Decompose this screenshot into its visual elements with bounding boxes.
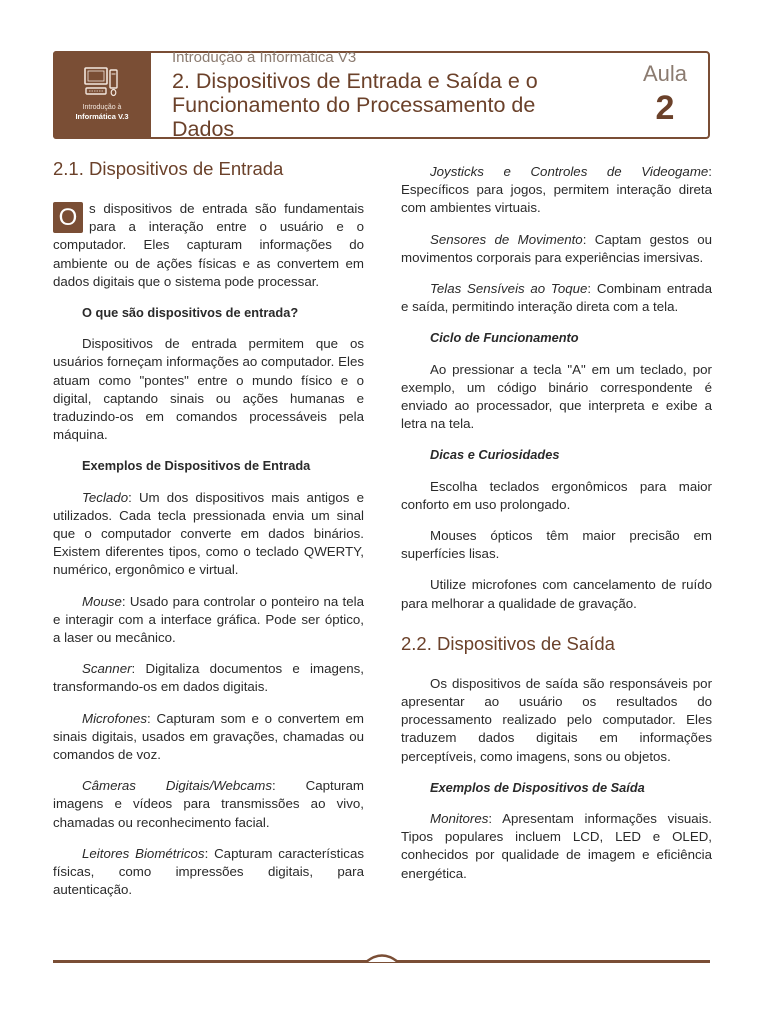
item-term: Scanner: [82, 661, 132, 677]
item-desc: : Capturam características físicas, como impressões digitais, para autenticação.: [53, 845, 364, 898]
definition-paragraph: Dispositivos de entrada permitem que os usuários forneçam informações ao computador. Eles atuam como "pontes" entre o mundo físico e o digital, captando sinais ou ações humanas e traduzindo-os em comandos processáveis pela máquina.: [53, 336, 364, 443]
section-heading-output-devices: 2.2. Dispositivos de Saída: [401, 632, 615, 654]
subheading-tips: Dicas e Curiosidades: [430, 447, 560, 463]
item-term: Telas Sensíveis ao Toque: [430, 281, 588, 297]
list-item: [53, 710, 364, 765]
left-column: [53, 158, 364, 913]
section-heading-input-devices: 2.1. Dispositivos de Entrada: [53, 158, 284, 179]
chapter-title: 2. Dispositivos de Entrada e Saída e o Funcionamento do Processamento de Dados: [172, 69, 538, 141]
lesson-label: Aula: [642, 61, 688, 86]
list-item: [53, 845, 364, 900]
cycle-paragraph: Ao pressionar a tecla "A" em um teclado, por exemplo, um código binário correspondente é enviado ao processador, que interpreta e exibe a letra na tela.: [401, 361, 712, 432]
list-item: [53, 489, 364, 580]
subheading-cycle: Ciclo de Funcionamento: [430, 330, 579, 346]
subheading-input-examples: Exemplos de Dispositivos de Entrada: [82, 458, 311, 474]
tip-item: Mouses ópticos têm maior precisão em superfícies lisas.: [401, 528, 712, 562]
output-intro-paragraph: Os dispositivos de saída são responsáveis por apresentar ao usuário os resultados do processamento realizado pelo computador. Eles traduzem dados digitais em informações perceptíveis, como imagens, sons ou objetos.: [401, 675, 712, 764]
page-header: [53, 51, 710, 139]
subheading-output-examples: Exemplos de Dispositivos de Saída: [430, 779, 645, 795]
item-desc: : Digitaliza documentos e imagens, transformando-os em dados digitais.: [53, 661, 364, 695]
logo-subtitle: Introdução à: [82, 104, 122, 111]
item-desc: : Combinam entrada e saída, permitindo interação direta com a tela.: [401, 281, 712, 315]
computer-monitor-icon: [84, 67, 120, 97]
item-desc: : Usado para controlar o ponteiro na tela e interagir com a interface gráfica. Pode ser óptico, a laser ou mecânico.: [53, 593, 364, 646]
list-item: [401, 280, 712, 316]
item-term: Joysticks e Controles de Videogame: [430, 164, 709, 179]
item-term: Leitores Biométricos: [82, 845, 205, 861]
intro-paragraph: [53, 200, 364, 291]
item-term: Câmeras Digitais/Webcams: [82, 778, 273, 794]
item-term: Mouse: [82, 593, 122, 609]
tip-item: Escolha teclados ergonômicos para maior conforto em uso prolongado.: [401, 478, 712, 512]
intro-text: s dispositivos de entrada são fundamentais para a interação entre o usuário e o computador. Eles capturam informações do ambiente ou de ações físicas e as convertem em dados digitais que o sistema pode processar.: [53, 201, 364, 289]
tip-item: Utilize microfones com cancelamento de ruído para melhorar a qualidade de gravação.: [401, 577, 712, 611]
footer-ornament: [366, 953, 398, 965]
course-logo: [53, 51, 151, 139]
item-term: Microfones: [82, 710, 148, 726]
list-item: [53, 660, 364, 696]
right-column: [401, 163, 712, 896]
item-desc: : Captam gestos ou movimentos corporais para experiências imersivas.: [401, 231, 712, 265]
item-term: Monitores: [430, 811, 489, 827]
list-item: [401, 810, 712, 883]
item-desc: : Apresentam informações visuais. Tipos populares incluem LCD, LED e OLED, conhecidos por qualidade de imagem e eficiência energética.: [401, 811, 712, 881]
item-term: Teclado: [82, 489, 129, 505]
item-desc: : Específicos para jogos, permitem interação direta com ambientes virtuais.: [401, 164, 712, 216]
item-desc: : Capturam som e o convertem em sinais digitais, usados em gravações, chamadas ou comandos de voz.: [53, 710, 364, 763]
lesson-number: 2: [655, 89, 675, 127]
item-desc: : Capturam imagens e vídeos para transmissões ao vivo, chamadas ou reconhecimento facial.: [53, 778, 364, 830]
course-name: Introdução à Informática V3: [172, 49, 357, 66]
logo-title: Informática V.3: [75, 112, 129, 121]
list-item: [53, 777, 364, 832]
drop-cap: O: [53, 202, 83, 233]
list-item: [401, 163, 712, 218]
subheading-what-are: O que são dispositivos de entrada?: [82, 305, 299, 321]
item-desc: : Um dos dispositivos mais antigos e utilizados. Cada tecla pressionada envia um sinal que o computador converte em dados binários. Existem diferentes tipos, como o teclado QWERTY, numérico, ergonômico e virtual.: [53, 489, 364, 578]
list-item: [53, 593, 364, 648]
item-term: Sensores de Movimento: [430, 231, 583, 247]
list-item: [401, 231, 712, 267]
